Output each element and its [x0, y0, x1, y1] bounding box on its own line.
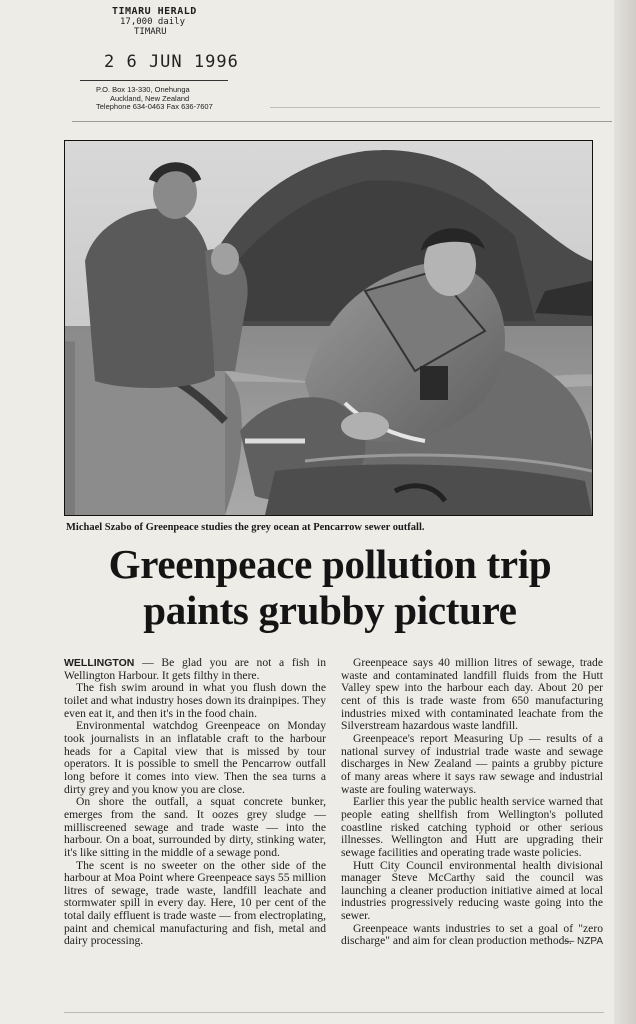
paper-edge [614, 0, 636, 1024]
faint-rule [270, 107, 600, 108]
dateline: WELLINGTON [64, 657, 135, 669]
bottom-rule [64, 1012, 604, 1013]
photo-caption: Michael Szabo of Greenpeace studies the grey ocean at Pencarrow sewer outfall. [66, 522, 425, 533]
paragraph-text: — Be glad you are not a fish in Wellington Harbour. It gets filthy in there. [64, 656, 326, 682]
article-column-1 [64, 657, 326, 948]
paragraph: The fish swim around in what you flush down the toilet and what industry hoses down its drainpipes. They even eat it, and then it's in the food chain. [64, 681, 326, 720]
headline-line: Greenpeace pollution trip [108, 541, 552, 587]
clipping-date: 2 6 JUN 1996 [104, 52, 239, 72]
address-line: P.O. Box 13-330, Onehunga [96, 85, 190, 94]
publication-location: TIMARU [134, 27, 167, 37]
paragraph: On shore the outfall, a squat concrete bunker, emerges from the sand. It oozes grey sludge — milliscreened sewage and trade waste — into the harbour. On a boat, surrounded by dirty, stinking water, it's like sitting in the middle of a sewage pond. [64, 795, 326, 859]
headline [60, 541, 600, 633]
paragraph: Greenpeace says 40 million litres of sewage, trade waste and contaminated landfill fluids from the Hutt Valley spew into the harbour each day. About 20 per cent of this is trade waste from 650 manufacturing industries mixed with contaminated leachate from the Silverstream hazardous waste landfill. [341, 656, 603, 733]
headline-line: paints grubby picture [143, 587, 517, 633]
paragraph: Greenpeace's report Measuring Up — results of a national survey of industrial trade waste and sewage discharges in New Zealand — paints a grubby picture of many areas where it says raw sewage and industrial waste are fouling waterways. [341, 731, 603, 796]
paragraph: Earlier this year the public health service warned that people eating shellfish from Wellington's polluted coastline risked catching typhoid or other serious illnesses. Wellington and Hutt are upgrading their sewage facilities and operating trade waste policies. [341, 795, 603, 859]
photo-illustration [65, 141, 592, 515]
stamp-rule [80, 80, 228, 81]
paragraph: Hutt City Council environmental health divisional manager Steve McCarthy said the council was launching a cleaner production initiative aimed at local industries progressively reducing waste going into the sewer. [341, 858, 603, 923]
article-photo [64, 140, 593, 516]
header-rule [72, 121, 612, 122]
circulation: 17,000 daily [120, 17, 186, 27]
paragraph: Environmental watchdog Greenpeace on Monday took journalists in an inflatable craft to the harbour heads for a Capital view that is missed by tour operators. It is possible to smell the Pencarrow outfall long before it comes into view. Then the sea turns a dirty grey and you know you are close. [64, 719, 326, 796]
article-column-2 [341, 657, 603, 949]
byline-credit: — NZPA [564, 936, 603, 948]
paragraph: The scent is no sweeter on the other side of the harbour at Moa Point where Greenpeace says 55 million litres of sewage, trade waste, landfill leachate and stormwater spill in every day. Here, 10 per cent of the total daily effluent is trade waste — from electroplating, paint and chemical manufacturing and fish, metal and dairy processing. [64, 858, 326, 948]
publication-name: TIMARU HERALD [112, 6, 197, 17]
address-line: Auckland, New Zealand [110, 93, 190, 103]
paragraph: Greenpeace wants industries to set a goal of "zero discharge" and aim for clean production methods. [341, 921, 603, 948]
address-line: Telephone 634-0463 Fax 636-7607 [96, 102, 213, 112]
agency-address [96, 86, 213, 112]
paragraph [64, 657, 326, 682]
